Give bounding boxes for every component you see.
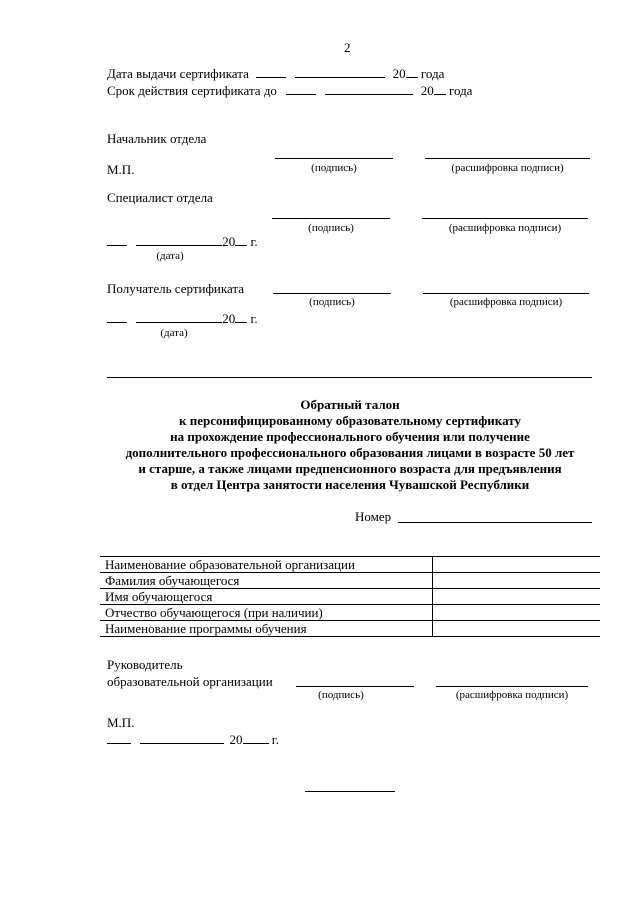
org-signature-caption: (подпись) [318,689,364,701]
table-row-label: Наименование образовательной организации [100,557,433,573]
recipient-label: Получатель сертификата [107,281,245,296]
validity-date-row [107,83,472,98]
table-row [100,605,600,621]
table-row-label: Наименование программы обучения [100,621,433,637]
specialist-date-row [107,234,258,249]
recipient-year-blank[interactable] [235,311,247,323]
head-signature-line[interactable] [275,158,393,159]
org-signature-line[interactable] [296,686,414,687]
org-year-suffix: г. [271,732,279,747]
recipient-date-row [107,311,258,326]
recipient-month-blank[interactable] [136,311,222,323]
student-info-table [100,556,600,637]
table-row [100,573,600,589]
org-decode-line[interactable] [436,686,588,687]
recipient-date-caption: (дата) [160,327,188,339]
specialist-year-suffix: г. [250,234,258,249]
org-head-label-line2: образовательной организации [107,674,273,689]
specialist-year-prefix: 20 [222,234,236,249]
head-decode-caption: (расшифровка подписи) [451,162,564,174]
head-signature-caption: (подпись) [311,162,357,174]
validity-month-blank[interactable] [325,83,413,95]
title-line: на прохождение профессионального обучения или получение [170,429,530,444]
number-label: Номер [355,509,392,524]
validity-year-prefix: 20 [420,83,434,98]
issue-year-prefix: 20 [392,66,406,81]
recipient-decode-line[interactable] [423,293,589,294]
bottom-rule [305,791,395,792]
table-row [100,557,600,573]
table-row-value[interactable] [433,589,601,605]
org-date-row [107,732,279,747]
org-head-label-line1: Руководитель [107,657,183,672]
department-specialist-label: Специалист отдела [107,190,213,205]
title-line: Обратный талон [300,397,400,412]
title-line: к персонифицированному образовательному сертификату [179,413,521,428]
issue-year-suffix: года [420,66,445,81]
issue-date-row [107,66,444,81]
table-row-label: Фамилия обучающегося [100,573,433,589]
validity-year-blank[interactable] [434,83,446,95]
department-head-label: Начальник отдела [107,131,207,146]
specialist-month-blank[interactable] [136,234,222,246]
title-line: дополнительного профессионального образования лицами в возрасте 50 лет [125,445,575,460]
issue-year-blank[interactable] [406,66,418,78]
table-row-value[interactable] [433,573,601,589]
specialist-date-caption: (дата) [156,250,184,262]
title-line: и старше, а также лицами предпенсионного возраста для предъявления [138,461,562,476]
table-row-label: Отчество обучающегося (при наличии) [100,605,433,621]
specialist-year-blank[interactable] [235,234,247,246]
org-month-blank[interactable] [140,732,224,744]
recipient-signature-line[interactable] [273,293,391,294]
org-day-blank[interactable] [107,732,131,744]
recipient-day-blank[interactable] [107,311,127,323]
specialist-decode-line[interactable] [422,218,588,219]
org-decode-caption: (расшифровка подписи) [455,689,569,701]
table-row-value[interactable] [433,621,601,637]
validity-year-suffix: года [448,83,473,98]
specialist-decode-caption: (расшифровка подписи) [448,222,562,234]
recipient-decode-caption: (расшифровка подписи) [449,296,563,308]
recipient-signature-caption: (подпись) [309,296,355,308]
head-decode-line[interactable] [425,158,590,159]
table-row-value[interactable] [433,605,601,621]
org-year-blank[interactable] [243,732,269,744]
validity-day-blank[interactable] [286,83,316,95]
number-field-line[interactable] [398,522,592,523]
issue-date-label: Дата выдачи сертификата [107,66,249,81]
recipient-year-prefix: 20 [222,311,236,326]
cut-separator-line [107,377,592,378]
issue-month-blank[interactable] [295,66,385,78]
table-row [100,589,600,605]
stamp-label-1: М.П. [107,162,135,177]
specialist-signature-line[interactable] [272,218,390,219]
issue-day-blank[interactable] [256,66,286,78]
return-slip-title [100,397,600,493]
stamp-label-2: М.П. [107,715,135,730]
org-year-prefix: 20 [229,732,243,747]
table-row-label: Имя обучающегося [100,589,433,605]
validity-label: Срок действия сертификата до [107,83,277,98]
recipient-year-suffix: г. [250,311,258,326]
specialist-signature-caption: (подпись) [308,222,354,234]
title-line: в отдел Центра занятости населения Чувашской Республики [170,477,530,492]
table-row [100,621,600,637]
specialist-day-blank[interactable] [107,234,127,246]
page-number: 2 [344,40,351,55]
table-row-value[interactable] [433,557,601,573]
